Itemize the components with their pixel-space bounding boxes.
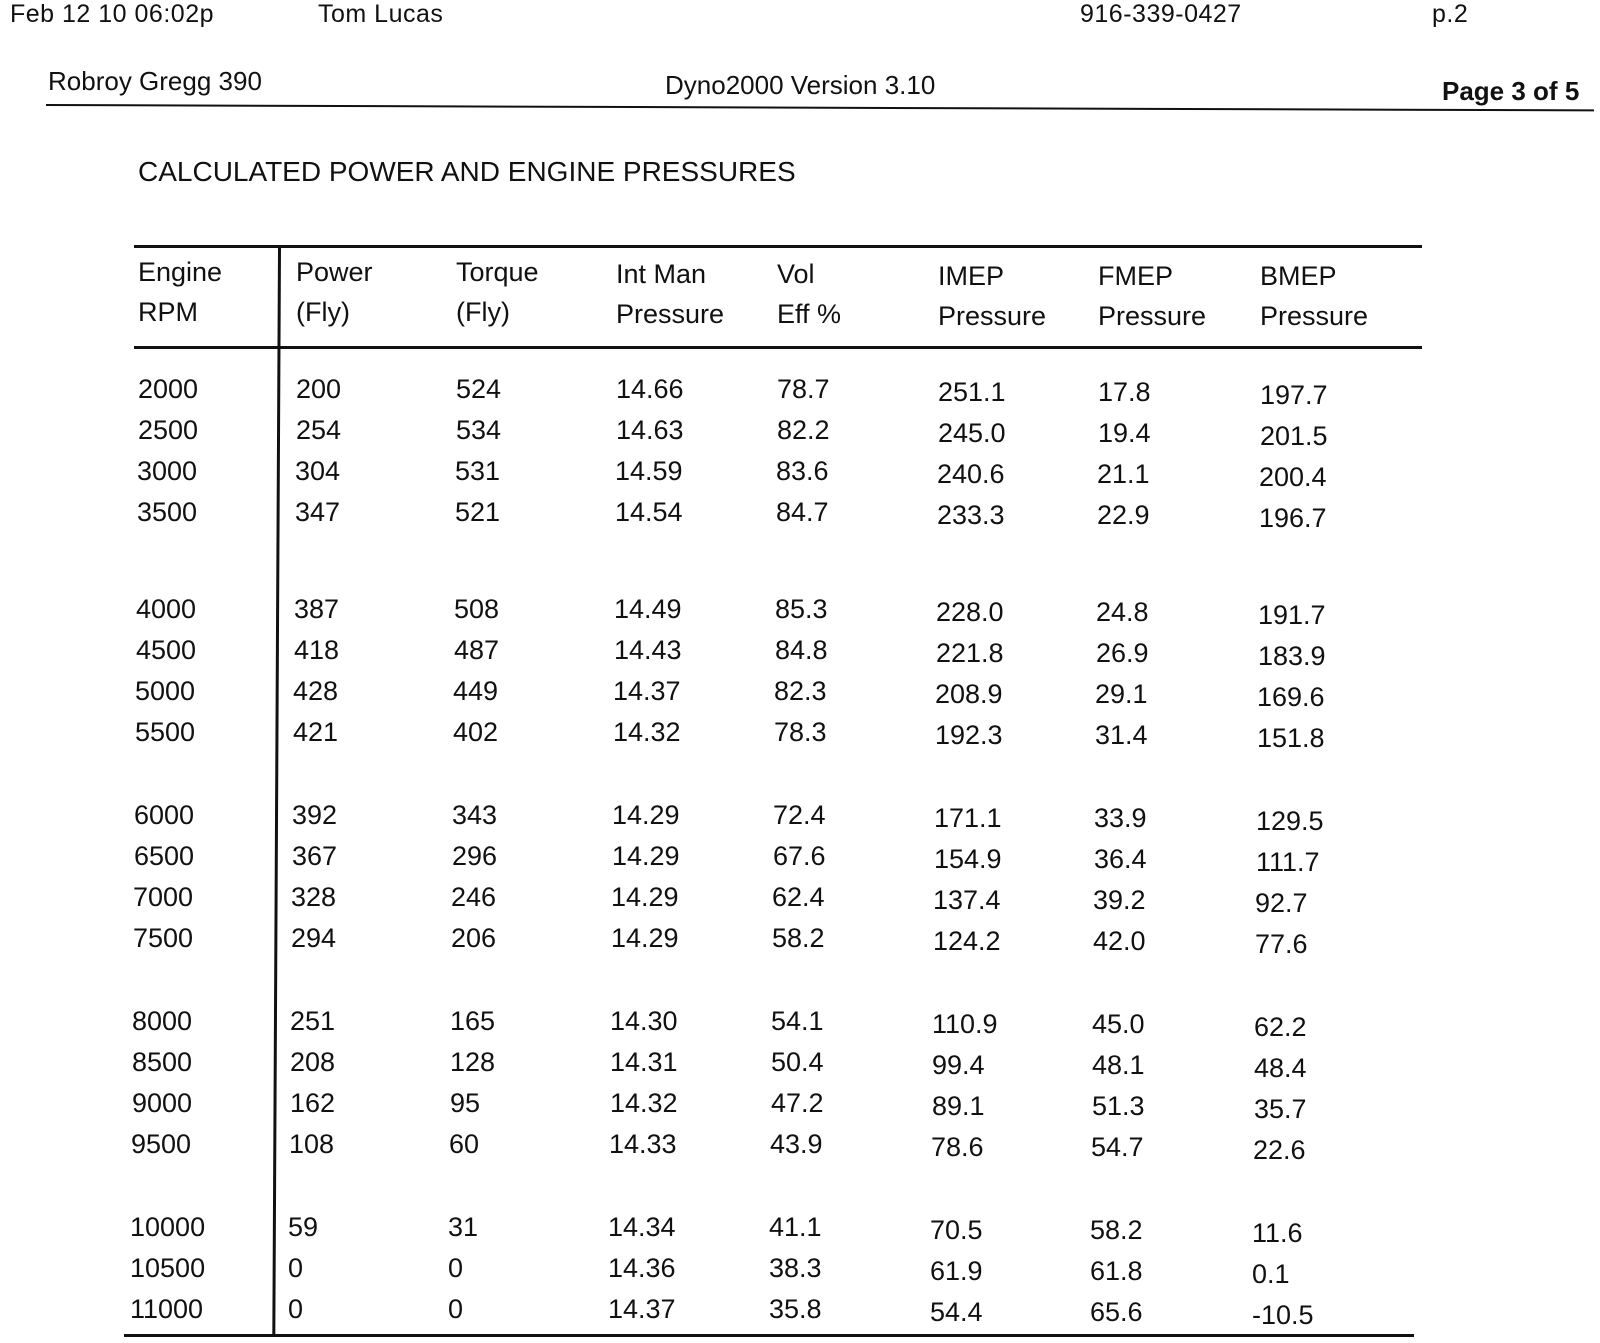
table-cell: 524: [456, 374, 502, 404]
table-cell: 347: [295, 497, 341, 527]
table-cell: 29.1: [1095, 679, 1148, 709]
column-header-line1: Engine: [138, 257, 223, 287]
column-header-line2: Eff %: [777, 299, 842, 329]
table-cell: 47.2: [771, 1088, 824, 1118]
table-cell: 77.6: [1255, 929, 1308, 959]
column-header-line1: IMEP: [938, 261, 1005, 291]
column-header-line1: FMEP: [1098, 261, 1174, 291]
table-cell: 206: [451, 923, 497, 953]
table-cell: 67.6: [773, 841, 826, 871]
table-cell: 208: [290, 1047, 336, 1077]
fax-phone: 916-339-0427: [1080, 0, 1242, 28]
table-cell: 8500: [132, 1047, 193, 1077]
table-cell: 191.7: [1258, 600, 1326, 630]
table-cell: 22.6: [1253, 1135, 1306, 1165]
table-cell: 169.6: [1257, 682, 1325, 712]
table-cell: 449: [453, 676, 499, 706]
table-cell: 84.8: [775, 635, 828, 665]
table-cell: 59: [288, 1212, 319, 1242]
table-cell: 151.8: [1257, 723, 1325, 753]
table-cell: 2500: [138, 415, 199, 445]
table-cell: 6000: [134, 800, 195, 830]
table-cell: 72.4: [773, 800, 826, 830]
column-header-line1: Torque: [456, 257, 539, 287]
column-header: [1260, 256, 1368, 336]
table-cell: 51.3: [1092, 1091, 1145, 1121]
table-cell: 4500: [136, 635, 197, 665]
table-cell: 61.8: [1090, 1256, 1143, 1286]
table-cell: 61.9: [930, 1256, 983, 1286]
table-cell: 54.4: [930, 1297, 983, 1327]
table-cell: 8000: [132, 1006, 193, 1036]
table-cell: 240.6: [937, 459, 1005, 489]
table-cell: 197.7: [1260, 380, 1328, 410]
table-cell: 5000: [135, 676, 196, 706]
table-cell: 54.1: [771, 1006, 824, 1036]
column-header-line2: (Fly): [456, 297, 510, 327]
table-cell: 402: [453, 717, 499, 747]
table-cell: 171.1: [934, 803, 1002, 833]
table-cell: 92.7: [1255, 888, 1308, 918]
table-cell: 428: [293, 676, 339, 706]
table-cell: 221.8: [936, 638, 1004, 668]
table-cell: 82.2: [777, 415, 830, 445]
table-cell: 165: [450, 1006, 496, 1036]
table-cell: 129.5: [1256, 806, 1324, 836]
table-cell: 0: [288, 1294, 304, 1324]
table-cell: 14.33: [609, 1129, 677, 1159]
table-cell: 254: [296, 415, 342, 445]
table-cell: 14.63: [616, 415, 684, 445]
table-cell: 246: [451, 882, 497, 912]
column-header-line2: Pressure: [1260, 301, 1369, 331]
table-cell: 14.29: [611, 882, 679, 912]
table-cell: 9000: [132, 1088, 193, 1118]
column-header-line2: Pressure: [616, 299, 725, 329]
table-cell: 11.6: [1252, 1218, 1303, 1248]
table-cell: 78.6: [931, 1132, 984, 1162]
table-cell: 38.3: [769, 1253, 822, 1283]
table-cell: 19.4: [1098, 418, 1151, 448]
table-cell: 534: [456, 415, 502, 445]
column-header: [456, 252, 539, 332]
table-cell: 192.3: [935, 720, 1003, 750]
table-cell: 17.8: [1098, 377, 1151, 407]
table-cell: 14.29: [611, 923, 679, 953]
table-cell: 162: [290, 1088, 336, 1118]
table-cell: 21.1: [1097, 459, 1150, 489]
column-header: [296, 252, 373, 332]
table-cell: 26.9: [1096, 638, 1149, 668]
table-cell: 22.9: [1097, 500, 1150, 530]
table-cell: 10000: [130, 1212, 206, 1242]
table-cell: 3000: [137, 456, 198, 486]
table-cell: 328: [291, 882, 337, 912]
table-cell: 294: [291, 923, 337, 953]
table-cell: 487: [454, 635, 500, 665]
table-cell: 7000: [133, 882, 194, 912]
table-column-divider: [272, 248, 281, 1336]
table-cell: 82.3: [774, 676, 827, 706]
table-cell: 11000: [130, 1294, 204, 1324]
table-cell: 196.7: [1259, 503, 1327, 533]
table-cell: 58.2: [1090, 1215, 1143, 1245]
table-cell: 304: [295, 456, 341, 486]
table-cell: 137.4: [933, 885, 1001, 915]
table-cell: 108: [289, 1129, 335, 1159]
table-cell: 14.32: [610, 1088, 678, 1118]
table-cell: 70.5: [930, 1215, 983, 1245]
table-cell: 83.6: [776, 456, 829, 486]
table-cell: 14.66: [616, 374, 684, 404]
table-cell: 35.7: [1254, 1094, 1307, 1124]
table-cell: 14.29: [612, 841, 680, 871]
table-cell: 111.7: [1256, 847, 1320, 877]
table-cell: 4000: [136, 594, 197, 624]
table-cell: 99.4: [932, 1050, 985, 1080]
fax-page: p.2: [1432, 0, 1469, 28]
table-cell: 0: [448, 1253, 464, 1283]
software-version: Dyno2000 Version 3.10: [665, 70, 936, 100]
table-cell: 421: [293, 717, 339, 747]
table-cell: 54.7: [1091, 1132, 1144, 1162]
table-cell: 31: [448, 1212, 479, 1242]
column-header-line1: Int Man: [616, 259, 707, 289]
table-cell: 43.9: [770, 1129, 823, 1159]
table-cell: 531: [455, 456, 501, 486]
table-cell: 296: [452, 841, 498, 871]
table-cell: 50.4: [771, 1047, 824, 1077]
table-cell: 85.3: [775, 594, 828, 624]
table-cell: 154.9: [934, 844, 1002, 874]
table-cell: 89.1: [932, 1091, 985, 1121]
table-cell: 14.36: [608, 1253, 676, 1283]
column-header: [138, 252, 222, 332]
table-cell: 62.4: [772, 882, 825, 912]
table-cell: 508: [454, 594, 500, 624]
table-cell: 0.1: [1252, 1259, 1290, 1289]
table-cell: 6500: [134, 841, 195, 871]
table-cell: 14.37: [613, 676, 681, 706]
column-header-line1: Vol: [777, 259, 815, 289]
page-label: Page 3 of 5: [1442, 76, 1580, 106]
table-header-rule: [134, 346, 1422, 349]
table-cell: 10500: [130, 1253, 206, 1283]
table-cell: 3500: [137, 497, 198, 527]
fax-sender: Tom Lucas: [318, 0, 444, 28]
column-header: [777, 254, 841, 334]
table-cell: 2000: [138, 374, 199, 404]
column-header-line1: Power: [296, 257, 373, 287]
table-cell: 41.1: [769, 1212, 822, 1242]
table-cell: 200: [296, 374, 342, 404]
table-cell: 60: [449, 1129, 480, 1159]
table-cell: 392: [292, 800, 338, 830]
table-cell: 95: [450, 1088, 481, 1118]
engine-name: Robroy Gregg 390: [48, 66, 262, 96]
table-cell: 7500: [133, 923, 194, 953]
table-cell: 0: [288, 1253, 304, 1283]
table-cell: 245.0: [938, 418, 1006, 448]
table-cell: 0: [448, 1294, 464, 1324]
table-cell: 48.4: [1254, 1053, 1307, 1083]
table-cell: 521: [455, 497, 501, 527]
table-cell: 251.1: [938, 377, 1006, 407]
table-cell: 367: [292, 841, 338, 871]
table-cell: 251: [290, 1006, 336, 1036]
table-cell: 33.9: [1094, 803, 1147, 833]
column-header: [616, 254, 724, 334]
table-cell: 200.4: [1259, 462, 1327, 492]
column-header-line2: (Fly): [296, 297, 350, 327]
table-top-rule: [134, 245, 1422, 248]
table-cell: 201.5: [1260, 421, 1328, 451]
table-cell: 24.8: [1096, 597, 1149, 627]
table-cell: 35.8: [769, 1294, 822, 1324]
table-cell: 42.0: [1093, 926, 1146, 956]
table-cell: 128: [450, 1047, 496, 1077]
header-rule: [46, 104, 1594, 111]
table-cell: 14.29: [612, 800, 680, 830]
table-cell: 58.2: [772, 923, 825, 953]
table-cell: 14.34: [608, 1212, 676, 1242]
table-cell: 39.2: [1093, 885, 1146, 915]
column-header: [938, 256, 1046, 336]
table-cell: 110.9: [932, 1009, 998, 1039]
table-cell: 65.6: [1090, 1297, 1143, 1327]
table-cell: 14.43: [614, 635, 682, 665]
table-cell: 84.7: [776, 497, 829, 527]
section-title: CALCULATED POWER AND ENGINE PRESSURES: [138, 156, 796, 187]
table-cell: 14.31: [610, 1047, 678, 1077]
column-header-line2: Pressure: [938, 301, 1047, 331]
table-cell: 14.59: [615, 456, 683, 486]
table-cell: 228.0: [936, 597, 1004, 627]
table-cell: 183.9: [1258, 641, 1326, 671]
table-cell: 343: [452, 800, 498, 830]
table-cell: 78.7: [777, 374, 830, 404]
column-header-line1: BMEP: [1260, 261, 1337, 291]
table-cell: 208.9: [935, 679, 1003, 709]
table-cell: 62.2: [1254, 1012, 1307, 1042]
table-cell: 387: [294, 594, 340, 624]
table-cell: 14.32: [613, 717, 681, 747]
table-cell: 124.2: [933, 926, 1001, 956]
column-header-line2: Pressure: [1098, 301, 1207, 331]
table-cell: 233.3: [937, 500, 1005, 530]
table-cell: 45.0: [1092, 1009, 1145, 1039]
table-cell: 14.54: [615, 497, 683, 527]
table-cell: 418: [294, 635, 340, 665]
column-header: [1098, 256, 1206, 336]
fax-date: Feb 12 10 06:02p: [10, 0, 214, 28]
table-cell: 36.4: [1094, 844, 1147, 874]
table-cell: 5500: [135, 717, 196, 747]
table-cell: 78.3: [774, 717, 827, 747]
table-cell: 14.49: [614, 594, 682, 624]
column-header-line2: RPM: [138, 297, 198, 327]
table-cell: 14.37: [608, 1294, 676, 1324]
table-cell: -10.5: [1252, 1300, 1314, 1330]
table-cell: 31.4: [1095, 720, 1148, 750]
table-cell: 48.1: [1092, 1050, 1145, 1080]
table-cell: 9500: [131, 1129, 192, 1159]
table-cell: 14.30: [610, 1006, 678, 1036]
table-bottom-rule: [124, 1334, 1414, 1337]
